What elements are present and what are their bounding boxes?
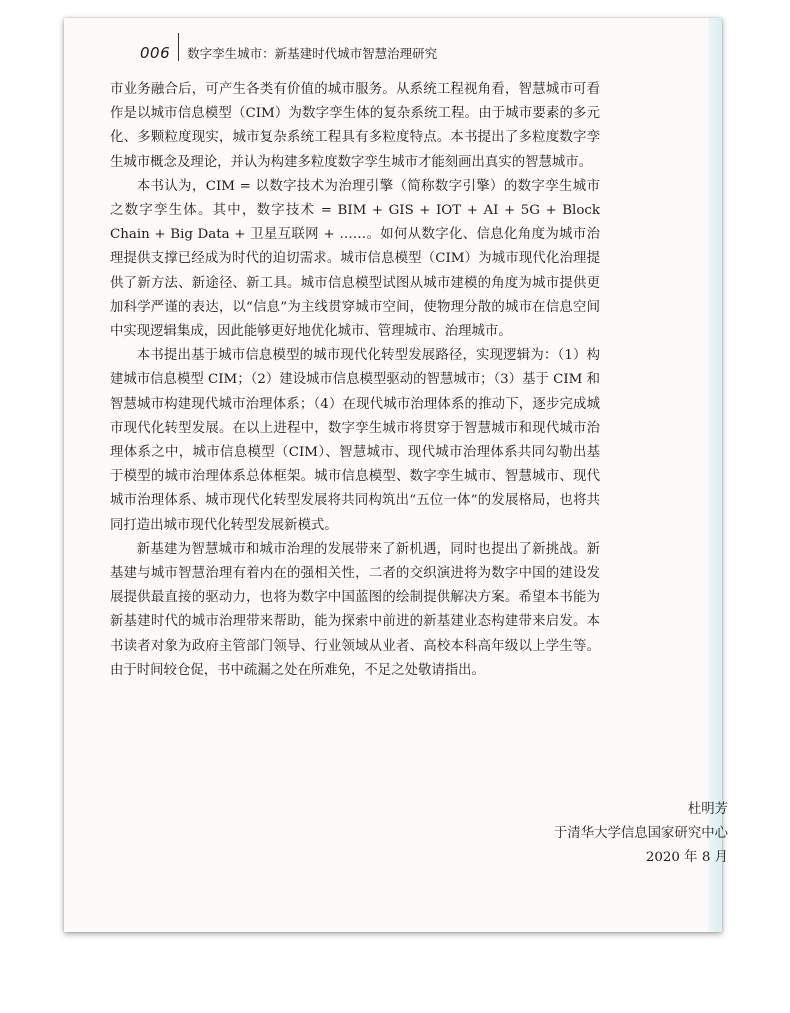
paragraph-4: 新基建为智慧城市和城市治理的发展带来了新机遇，同时也提出了新挑战。新基建与城市智慧治理有着内在的强相关性，二者的交织演进将为数字中国的建设发展提供最直接的驱动力，也将为数字中国蓝图的绘制提供解决方案。希望本书能为新基建时代的城市治理带来帮助，能为探索中前进的新基建业态构建带来启发。本书读者对象为政府主管部门领导、行业领域从业者、高校本科高年级以上学生等。由于时间较仓促，书中疏漏之处在所难免，不足之处敬请指出。 — [110, 541, 600, 678]
page-number: 006 — [140, 44, 171, 62]
paragraph-1: 市业务融合后，可产生各类有价值的城市服务。从系统工程视角看，智慧城市可看作是以城市信息模型（CIM）为数字孪生体的复杂系统工程。由于城市要素的多元化、多颗粒度现实，城市复杂系统工程具有多粒度特点。本书提出了多粒度数字孪生城市概念及理论，并认为构建多粒度数字孪生城市才能刻画出真实的智慧城市。 — [110, 82, 600, 170]
paragraph-3: 本书提出基于城市信息模型的城市现代化转型发展路径，实现逻辑为：（1）构建城市信息模型 CIM；（2）建设城市信息模型驱动的智慧城市；（3）基于 CIM 和智慧城市构建现代城市治理体系；（4）在现代城市治理体系的推动下，逐步完成城市现代化转型发展。在以上进程中，数字孪生城市将贯穿于智慧城市和现代城市治理体系之中，城市信息模型（CIM）、智慧城市、现代城市治理体系共同勾勒出基于模型的城市治理体系总体框架。城市信息模型、数字孪生城市、智慧城市、现代城市治理体系、城市现代化转型发展将共同构筑出“五位一体”的发展格局，也将共同打造出城市现代化转型发展新模式。 — [110, 348, 601, 533]
author-name: 杜明芳 — [687, 802, 728, 817]
paragraph-2: 本书认为，CIM = 以数字技术为治理引擎（简称数字引擎）的数字孪生城市之数字孪生体。其中，数字技术 = BIM + GIS + IOT + AI + 5G + Block Chain + Big Data + 卫星互联网 + ……。如何从数字化、信息化角度为城市治理提供支撑已经成为时代的迫切需求。城市信息模型（CIM）为城市现代化治理提供了新方法、新途径、新工具。城市信息模型试图从城市建模的角度为城市提供更加科学严谨的表达，以“信息”为主线贯穿城市空间，使物理分散的城市在信息空间中实现逻辑集成，因此能够更好地优化城市、管理城市、治理城市。 — [110, 178, 600, 340]
author-affiliation: 于清华大学信息国家研究中心 — [553, 826, 728, 842]
page-edge-strip — [708, 18, 722, 932]
signature-date: 2020 年 8 月 — [645, 850, 728, 866]
signature-block — [554, 798, 728, 871]
body-text — [110, 78, 600, 683]
running-title: 数字孪生城市：新基建时代城市智慧治理研究 — [187, 46, 438, 61]
page-header — [140, 40, 437, 66]
header-divider — [178, 33, 179, 61]
